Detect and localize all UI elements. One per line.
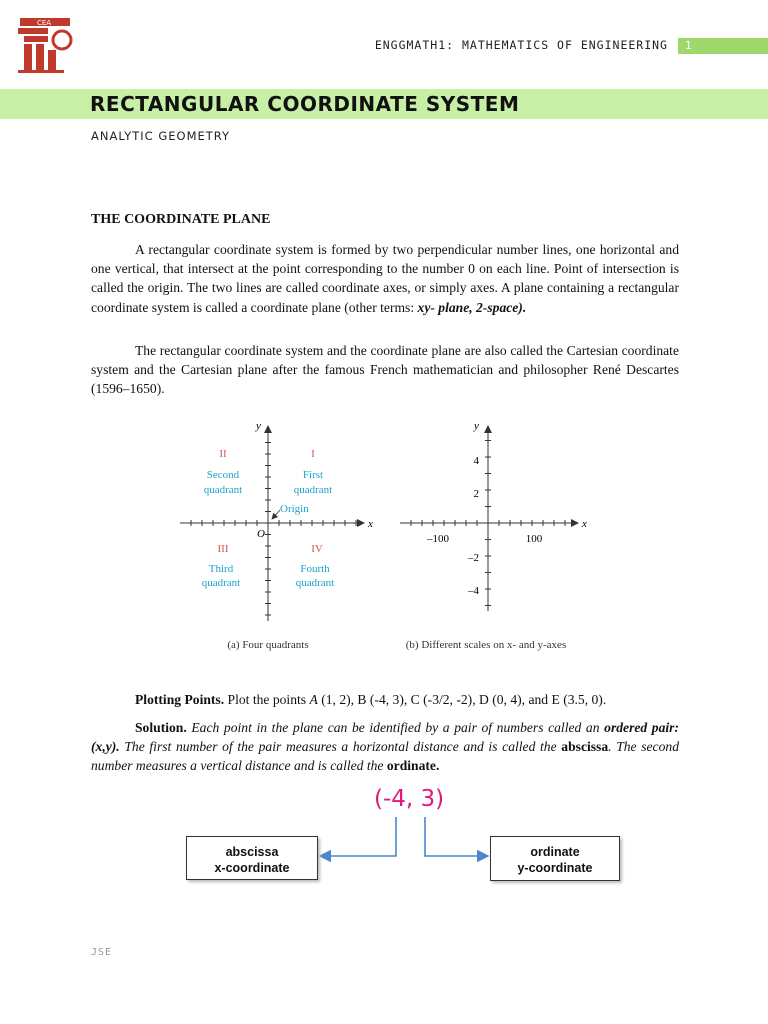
arrow-to-abscissa: [320, 817, 396, 856]
quadrant-1-name: First: [302, 469, 324, 481]
page-number: 1: [685, 39, 692, 52]
quadrant-3-numeral: III: [217, 543, 229, 555]
paragraph-coordinate-system: A rectangular coordinate system is formed by two perpendicular number lines, one horizontal and one vertical, that intersect at the point corresponding to the number 0 on each line. Point of intersection is called the origin. The two lines are called coordinate axes, or simply axes. A plane containing a rectangular coordinate system is called a coordinate plane (other terms: xy- plane, 2-space).: [91, 242, 679, 315]
origin-label: O: [257, 528, 265, 540]
figure-different-scales: [396, 416, 596, 656]
svg-text:quadrant: quadrant: [203, 484, 243, 496]
svg-text:quadrant: quadrant: [293, 484, 333, 496]
ordinate-box: ordinate y-coordinate: [490, 836, 620, 881]
quadrant-4-numeral: IV: [311, 543, 323, 555]
page-subtitle: ANALYTIC GEOMETRY: [91, 129, 231, 143]
svg-text:quadrant: quadrant: [201, 577, 241, 589]
ordered-pair-example: (-4, 3): [374, 786, 445, 812]
section-heading: THE COORDINATE PLANE: [91, 212, 271, 227]
plotting-points: Plotting Points. Plot the points A (1, 2), B (-4, 3), C (-3/2, -2), D (0, 4), and E (3.5, 0).: [135, 692, 607, 707]
y-tick-2: 2: [473, 488, 479, 500]
x-tick-100: 100: [525, 533, 543, 545]
page-title: RECTANGULAR COORDINATE SYSTEM: [90, 92, 520, 116]
quadrant-3-name: Third: [208, 563, 234, 575]
x-label-a: x: [368, 518, 373, 530]
quadrant-2-name: Second: [206, 469, 240, 481]
origin-callout: Origin: [280, 503, 309, 515]
quadrant-1-numeral: I: [311, 448, 315, 460]
abscissa-box: abscissa x-coordinate: [186, 836, 318, 880]
footer-initials: JSE: [91, 947, 113, 958]
x-tick-neg100: –100: [427, 533, 449, 545]
y-tick-neg2: –2: [468, 552, 479, 564]
figure-b-caption: (b) Different scales on x- and y-axes: [405, 639, 567, 651]
x-label-b: x: [582, 518, 587, 530]
quadrant-4-name: Fourth: [300, 563, 330, 575]
figure-a-caption: (a) Four quadrants: [227, 639, 309, 651]
y-tick-neg4: –4: [468, 585, 479, 597]
paragraph-cartesian: The rectangular coordinate system and the coordinate plane are also called the Cartesian coordinate system and the Cartesian plane after the famous French mathematician and philosopher René Descartes (1596–1650).: [91, 343, 679, 397]
svg-text:quadrant: quadrant: [295, 577, 335, 589]
quadrant-2-numeral: II: [219, 448, 227, 460]
cea-logo: [14, 14, 78, 74]
course-title: ENGGMATH1: MATHEMATICS OF ENGINEERING: [374, 38, 668, 52]
logo-text: CEA: [36, 19, 52, 27]
y-label-a: y: [256, 420, 261, 432]
y-label-b: y: [474, 420, 479, 432]
arrow-to-ordinate: [425, 817, 488, 856]
solution-paragraph: Solution. Each point in the plane can be identified by a pair of numbers called an ordered pair: (x,y). The first number of the pair measures a horizontal distance and is called the abscissa. The second number measures a vertical distance and is called the ordinate.: [91, 720, 679, 774]
y-tick-4: 4: [473, 455, 479, 467]
figure-four-quadrants: [176, 416, 376, 656]
